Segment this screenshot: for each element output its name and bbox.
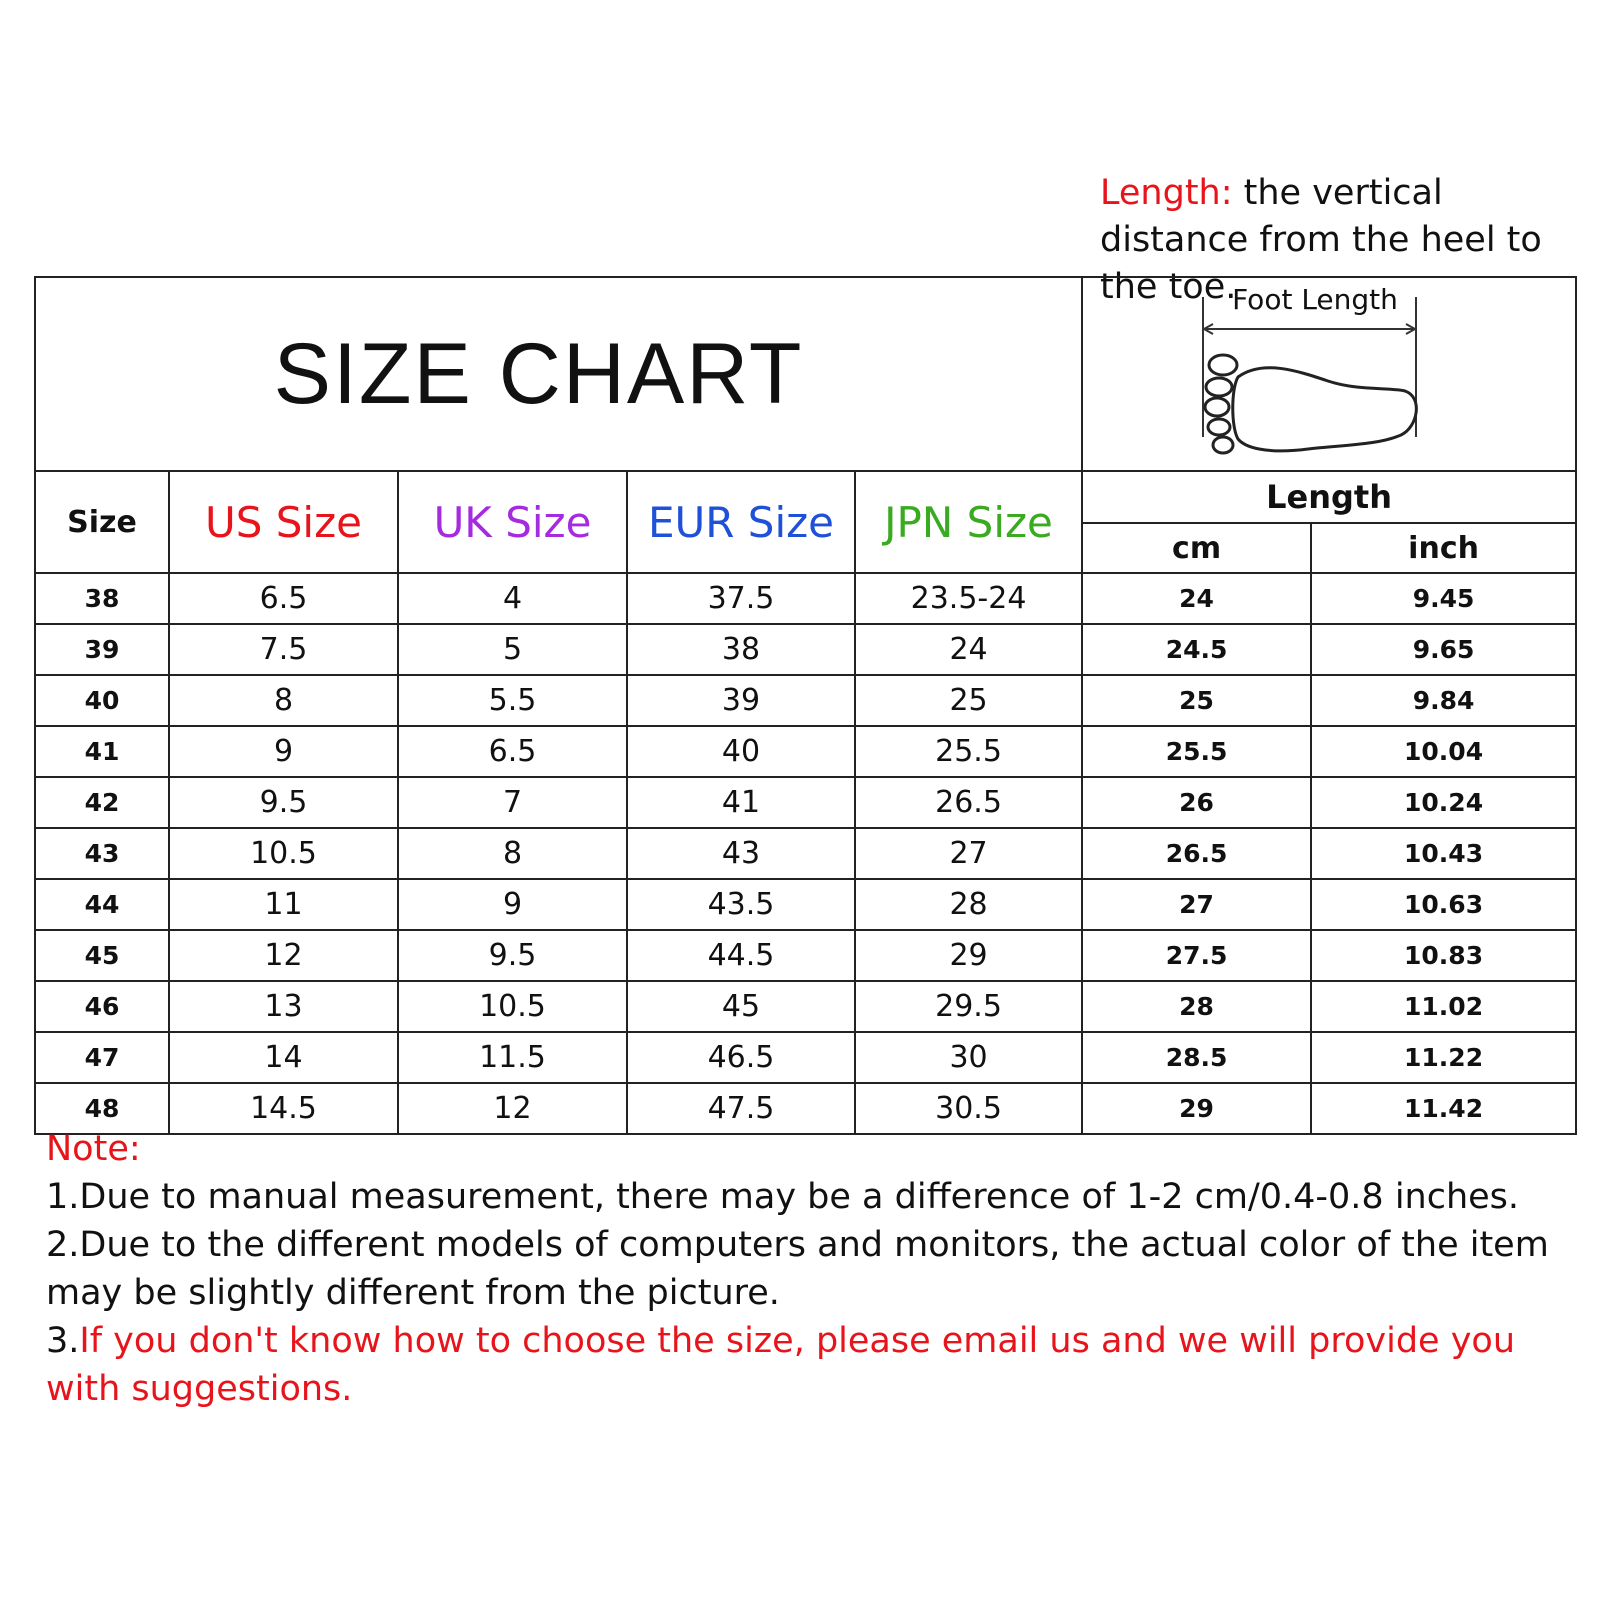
cell-size: 48 [35,1083,169,1134]
cell-eur: 39 [627,675,855,726]
cell-us: 13 [169,981,398,1032]
cell-inch: 10.24 [1311,777,1576,828]
column-header-size: Size [35,471,169,573]
cell-jpn: 29 [855,930,1082,981]
length-definition-text: the vertical distance from the heel to the toe. [1100,173,1542,307]
cell-jpn: 27 [855,828,1082,879]
cell-inch: 11.42 [1311,1083,1576,1134]
length-definition-label: Length: [1100,173,1233,213]
cell-uk: 4 [398,573,627,624]
foot-length-diagram [1083,279,1538,469]
cell-us: 14 [169,1032,398,1083]
cell-eur: 38 [627,624,855,675]
cell-size: 44 [35,879,169,930]
cell-eur: 43 [627,828,855,879]
note-item-2: 2.Due to the different models of computers and monitors, the actual color of the item may be slightly different from the picture. [46,1225,1549,1313]
cell-inch: 9.65 [1311,624,1576,675]
cell-cm: 25.5 [1082,726,1311,777]
cell-inch: 10.43 [1311,828,1576,879]
cell-uk: 6.5 [398,726,627,777]
column-header-us: US Size [169,471,398,573]
notes-section [46,1125,1576,1413]
cell-size: 46 [35,981,169,1032]
cell-inch: 9.45 [1311,573,1576,624]
cell-size: 41 [35,726,169,777]
cell-cm: 24.5 [1082,624,1311,675]
table-row [35,930,1576,981]
cell-cm: 26 [1082,777,1311,828]
cell-jpn: 26.5 [855,777,1082,828]
cell-us: 11 [169,879,398,930]
column-header-length: Length [1082,471,1576,523]
cell-size: 42 [35,777,169,828]
cell-size: 39 [35,624,169,675]
cell-us: 9 [169,726,398,777]
cell-eur: 46.5 [627,1032,855,1083]
cell-cm: 28 [1082,981,1311,1032]
footprint-icon [1205,355,1416,453]
cell-inch: 11.22 [1311,1032,1576,1083]
cell-uk: 8 [398,828,627,879]
cell-us: 9.5 [169,777,398,828]
foot-diagram-cell [1082,277,1576,471]
table-row [35,573,1576,624]
cell-uk: 5 [398,624,627,675]
cell-size: 47 [35,1032,169,1083]
cell-us: 7.5 [169,624,398,675]
note-item-3-text: If you don't know how to choose the size, please email us and we will provide you with suggestions. [46,1321,1516,1409]
cell-cm: 26.5 [1082,828,1311,879]
foot-length-label: Foot Length [1232,283,1398,316]
cell-cm: 27 [1082,879,1311,930]
table-row [35,981,1576,1032]
table-row [35,777,1576,828]
cell-size: 38 [35,573,169,624]
cell-eur: 45 [627,981,855,1032]
size-chart-table [34,276,1577,1135]
cell-jpn: 28 [855,879,1082,930]
cell-uk: 7 [398,777,627,828]
cell-eur: 43.5 [627,879,855,930]
cell-eur: 40 [627,726,855,777]
notes-heading: Note: [46,1129,141,1169]
page-title: SIZE CHART [273,325,804,422]
cell-cm: 27.5 [1082,930,1311,981]
cell-cm: 29 [1082,1083,1311,1134]
column-header-eur: EUR Size [627,471,855,573]
cell-jpn: 29.5 [855,981,1082,1032]
cell-eur: 47.5 [627,1083,855,1134]
column-header-uk: UK Size [398,471,627,573]
cell-cm: 25 [1082,675,1311,726]
cell-size: 43 [35,828,169,879]
cell-inch: 10.04 [1311,726,1576,777]
cell-uk: 10.5 [398,981,627,1032]
cell-eur: 44.5 [627,930,855,981]
cell-uk: 11.5 [398,1032,627,1083]
cell-jpn: 25 [855,675,1082,726]
cell-us: 10.5 [169,828,398,879]
table-row [35,675,1576,726]
cell-jpn: 24 [855,624,1082,675]
cell-uk: 5.5 [398,675,627,726]
cell-cm: 28.5 [1082,1032,1311,1083]
table-row [35,726,1576,777]
cell-us: 12 [169,930,398,981]
cell-cm: 24 [1082,573,1311,624]
note-item-3 [46,1317,1576,1413]
title-cell [35,277,1082,471]
cell-inch: 10.83 [1311,930,1576,981]
cell-inch: 9.84 [1311,675,1576,726]
table-row [35,828,1576,879]
cell-us: 6.5 [169,573,398,624]
cell-inch: 10.63 [1311,879,1576,930]
note-item-1: 1.Due to manual measurement, there may be a difference of 1-2 cm/0.4-0.8 inches. [46,1177,1520,1217]
cell-jpn: 23.5-24 [855,573,1082,624]
column-header-inch: inch [1311,523,1576,573]
column-header-jpn: JPN Size [855,471,1082,573]
cell-uk: 12 [398,1083,627,1134]
cell-jpn: 30 [855,1032,1082,1083]
cell-us: 8 [169,675,398,726]
cell-us: 14.5 [169,1083,398,1134]
cell-uk: 9 [398,879,627,930]
cell-size: 40 [35,675,169,726]
cell-jpn: 30.5 [855,1083,1082,1134]
table-row [35,879,1576,930]
table-row [35,624,1576,675]
cell-eur: 37.5 [627,573,855,624]
cell-uk: 9.5 [398,930,627,981]
table-row [35,1032,1576,1083]
note-item-3-prefix: 3. [46,1321,80,1361]
column-header-cm: cm [1082,523,1311,573]
cell-inch: 11.02 [1311,981,1576,1032]
cell-size: 45 [35,930,169,981]
cell-eur: 41 [627,777,855,828]
cell-jpn: 25.5 [855,726,1082,777]
